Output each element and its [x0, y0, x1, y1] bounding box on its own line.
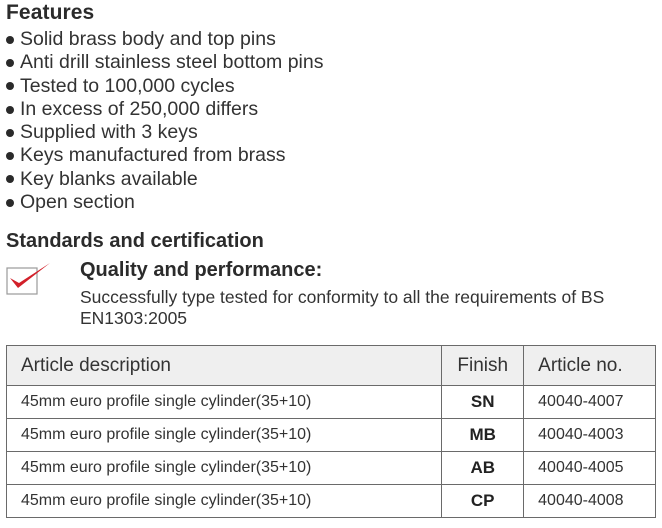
bullet-icon — [6, 36, 14, 44]
bullet-icon — [6, 152, 14, 160]
cell-article-no: 40040-4003 — [524, 419, 656, 452]
feature-item: Key blanks available — [6, 168, 323, 191]
column-header-finish: Finish — [442, 346, 524, 386]
bullet-icon — [6, 106, 14, 114]
feature-item: Solid brass body and top pins — [6, 28, 323, 51]
quality-heading: Quality and performance: — [80, 259, 323, 281]
bullet-icon — [6, 59, 14, 67]
bullet-icon — [6, 175, 14, 183]
feature-item: Open section — [6, 191, 323, 214]
table-header-row — [7, 346, 656, 386]
feature-item: Keys manufactured from brass — [6, 144, 323, 167]
table-row — [7, 386, 656, 419]
standards-heading: Standards and certification — [6, 230, 264, 252]
cell-article-no: 40040-4008 — [524, 485, 656, 518]
bullet-icon — [6, 82, 14, 90]
table-row — [7, 452, 656, 485]
quality-description: Successfully type tested for conformity to all the requirements of BS EN1303:2005 — [80, 287, 605, 328]
feature-item: Supplied with 3 keys — [6, 121, 323, 144]
cell-description: 45mm euro profile single cylinder(35+10) — [7, 485, 442, 518]
feature-item: In excess of 250,000 differs — [6, 98, 323, 121]
cell-finish: AB — [442, 452, 524, 485]
table-row — [7, 485, 656, 518]
features-list — [6, 28, 323, 214]
feature-item: Anti drill stainless steel bottom pins — [6, 51, 323, 74]
cell-article-no: 40040-4005 — [524, 452, 656, 485]
articles-table — [6, 345, 656, 518]
bullet-icon — [6, 129, 14, 137]
feature-item: Tested to 100,000 cycles — [6, 75, 323, 98]
column-header-description: Article description — [7, 346, 442, 386]
column-header-article-no: Article no. — [524, 346, 656, 386]
features-heading: Features — [6, 1, 95, 24]
checkmark-icon — [6, 261, 54, 295]
cell-finish: CP — [442, 485, 524, 518]
table-row — [7, 419, 656, 452]
cell-finish: MB — [442, 419, 524, 452]
cell-finish: SN — [442, 386, 524, 419]
bullet-icon — [6, 199, 14, 207]
cell-description: 45mm euro profile single cylinder(35+10) — [7, 386, 442, 419]
cell-article-no: 40040-4007 — [524, 386, 656, 419]
cell-description: 45mm euro profile single cylinder(35+10) — [7, 419, 442, 452]
cell-description: 45mm euro profile single cylinder(35+10) — [7, 452, 442, 485]
